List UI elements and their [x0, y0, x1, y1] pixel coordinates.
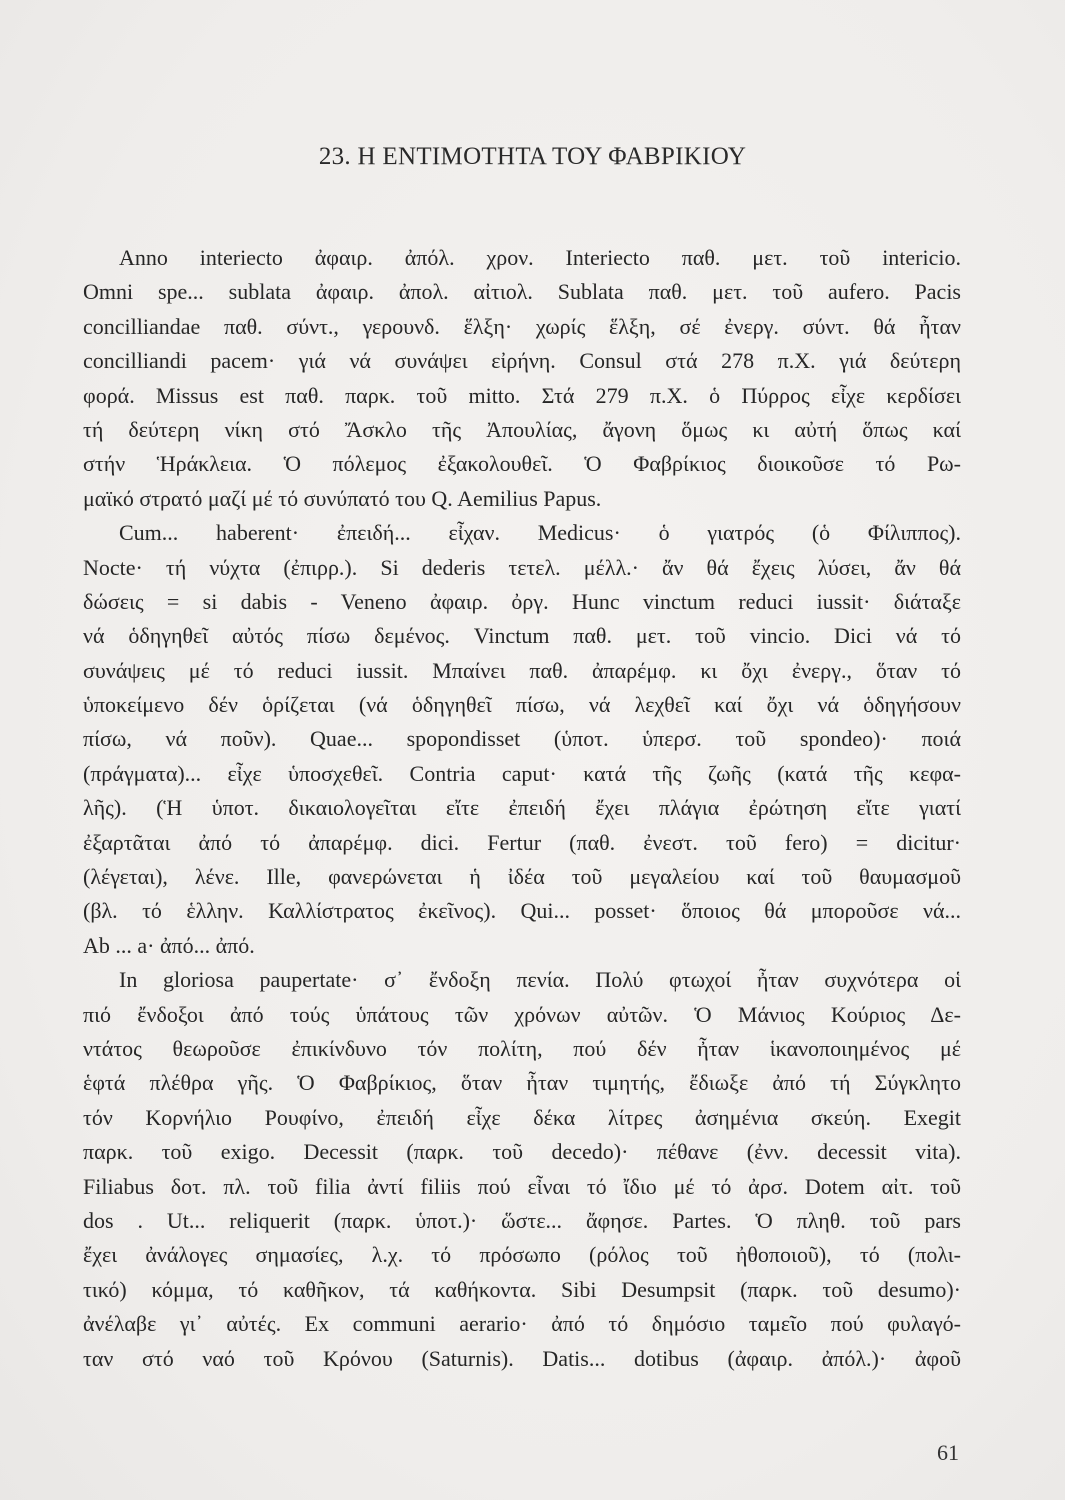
- text-line: ντάτος θεωροῦσε ἐπικίνδυνο τόν πολίτη, πού δέν ἦταν ἱκανοποιημένος μέ: [83, 1035, 961, 1061]
- text-line: Nocte· τή νύχτα (ἐπιρρ.). Si dederis τετελ. μέλλ.· ἄν θά ἔχεις λύσει, ἄν θά: [83, 554, 961, 580]
- text-line: νά ὁδηγηθεῖ αὐτός πίσω δεμένος. Vinctum παθ. μετ. τοῦ vincio. Dici νά τό: [83, 623, 961, 649]
- text-line: ταν στό ναό τοῦ Κρόνου (Saturnis). Datis... dotibus (ἀφαιρ. ἀπόλ.)· ἀφοῦ: [83, 1345, 961, 1371]
- text-line: φορά. Missus est παθ. παρκ. τοῦ mitto. Στά 279 π.Χ. ὁ Πύρρος εἶχε κερδίσει: [83, 382, 961, 408]
- text-line: Omni spe... sublata ἀφαιρ. ἀπολ. αἰτιολ. Sublata παθ. μετ. τοῦ aufero. Pacis: [83, 279, 961, 305]
- text-line: Anno interiecto ἀφαιρ. ἀπόλ. χρον. Interiecto παθ. μετ. τοῦ intericio.: [119, 245, 961, 270]
- text-line: τή δεύτερη νίκη στό Ἄσκλο τῆς Ἀπουλίας, ἄγονη ὅμως κι αὐτή ὅπως καί: [83, 416, 961, 442]
- text-line: λῆς). (Ἡ ὑποτ. δικαιολογεῖται εἴτε ἐπειδή ἔχει πλάγια ἐρώτηση εἴτε γιατί: [83, 795, 961, 821]
- text-line: In gloriosa paupertate· σ᾽ ἔνδοξη πενία. Πολύ φτωχοί ἦταν συχνότερα οἱ: [119, 967, 961, 993]
- text-line: Ab ... a· ἀπό... ἀπό.: [83, 932, 255, 958]
- text-line: πιό ἔνδοξοι ἀπό τούς ὑπάτους τῶν χρόνων αὐτῶν. Ὁ Μάνιος Κούριος Δε-: [83, 1001, 961, 1027]
- text-line: ἐξαρτᾶται ἀπό τό ἀπαρέμφ. dici. Fertur (παθ. ἐνεστ. τοῦ fero) = dicitur·: [83, 829, 961, 855]
- text-line: πίσω, νά ποῦν). Quae... spopondisset (ὑποτ. ὑπερσ. τοῦ spondeo)· ποιά: [83, 726, 961, 752]
- chapter-title: 23. Η ΕΝΤΙΜΟΤΗΤΑ ΤΟΥ ΦΑΒΡΙΚΙΟΥ: [318, 143, 747, 170]
- text-line: ἔχει ἀνάλογες σημασίες, λ.χ. τό πρόσωπο (ρόλος τοῦ ἠθοποιοῦ), τό (πολι-: [83, 1242, 961, 1268]
- page-number: 61: [937, 1440, 959, 1465]
- commentary-body: [83, 241, 961, 1376]
- paragraph-2: [83, 516, 961, 963]
- text-line: (βλ. τό ἑλλην. Καλλίστρατος ἐκεῖνος). Qui... posset· ὅποιος θά μποροῦσε νά...: [83, 898, 961, 924]
- text-line: dos . Ut... reliquerit (παρκ. ὑποτ.)· ὥστε... ἄφησε. Partes. Ὁ πληθ. τοῦ pars: [83, 1207, 961, 1233]
- text-line: concilliandi pacem· γιά νά συνάψει εἰρήνη. Consul στά 278 π.Χ. γιά δεύτερη: [83, 348, 961, 374]
- text-line: (πράγματα)... εἶχε ὑποσχεθεῖ. Contria caput· κατά τῆς ζωῆς (κατά τῆς κεφα-: [83, 760, 961, 786]
- paragraph-3: [83, 963, 961, 1376]
- text-line: παρκ. τοῦ exigo. Decessit (παρκ. τοῦ decedo)· πέθανε (ἐνν. decessit vita).: [83, 1139, 961, 1165]
- text-line: Filiabus δοτ. πλ. τοῦ filia ἀντί filiis πού εἶναι τό ἴδιο μέ τό ἀρσ. Dotem αἰτ. τοῦ: [83, 1173, 961, 1199]
- text-line: στήν Ἡράκλεια. Ὁ πόλεμος ἐξακολουθεῖ. Ὁ Φαβρίκιος διοικοῦσε τό Ρω-: [83, 451, 961, 477]
- text-line: δώσεις = si dabis - Veneno ἀφαιρ. ὀργ. Hunc vinctum reduci iussit· διάταξε: [83, 588, 961, 614]
- text-line: μαϊκό στρατό μαζί μέ τό συνύπατό του Q. Aemilius Papus.: [83, 485, 602, 511]
- text-line: συνάψεις μέ τό reduci iussit. Μπαίνει παθ. ἀπαρέμφ. κι ὄχι ἐνεργ., ὅταν τό: [83, 657, 961, 683]
- text-line: ὑποκείμενο δέν ὁρίζεται (νά ὁδηγηθεῖ πίσω, νά λεχθεῖ καί ὄχι νά ὁδηγήσουν: [83, 692, 961, 718]
- paragraph-1: [83, 241, 961, 516]
- text-line: ἀνέλαβε γι᾽ αὐτές. Ex communi aerario· ἀπό τό δημόσιο ταμεῖο πού φυλαγό-: [83, 1311, 961, 1337]
- text-line: τόν Κορνήλιο Ρουφίνο, ἐπειδή εἶχε δέκα λίτρες ἀσημένια σκεύη. Exegit: [83, 1104, 961, 1130]
- text-line: concilliandae παθ. σύντ., γερουνδ. ἕλξη· χωρίς ἕλξη, σέ ἐνεργ. σύντ. θά ἦταν: [83, 313, 961, 339]
- text-line: ἑφτά πλέθρα γῆς. Ὁ Φαβρίκιος, ὅταν ἦταν τιμητής, ἔδιωξε ἀπό τή Σύγκλητο: [83, 1070, 961, 1096]
- text-line: Cum... haberent· ἐπειδή... εἶχαν. Medicus· ὁ γιατρός (ὁ Φίλιππος).: [119, 520, 961, 546]
- text-line: (λέγεται), λένε. Ille, φανερώνεται ἡ ἰδέα τοῦ μεγαλείου καί τοῦ θαυμασμοῦ: [83, 864, 961, 890]
- text-line: τικό) κόμμα, τό καθῆκον, τά καθήκοντα. Sibi Desumpsit (παρκ. τοῦ desumo)·: [83, 1276, 961, 1302]
